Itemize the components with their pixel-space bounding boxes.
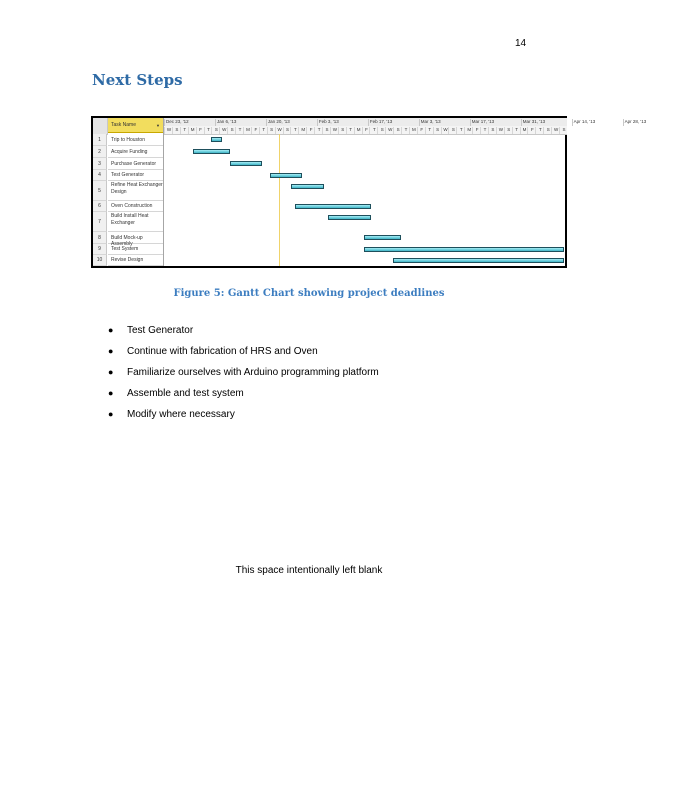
day-label: T (180, 127, 189, 134)
today-line (279, 134, 280, 266)
week-label: Mar 17, '13 (470, 119, 521, 126)
day-label: T (535, 127, 544, 134)
list-item-text: Familiarize ourselves with Arduino programming platform (127, 367, 379, 378)
task-index: 2 (93, 146, 107, 158)
day-label: T (314, 127, 323, 134)
day-label: T (401, 127, 410, 134)
day-label: T (456, 127, 465, 134)
day-label: S (322, 127, 331, 134)
day-label: T (425, 127, 434, 134)
day-label: S (393, 127, 402, 134)
day-label: F (251, 127, 260, 134)
day-label: W (330, 127, 339, 134)
day-label: S (543, 127, 552, 134)
list-item-text: Assemble and test system (127, 388, 244, 399)
figure-caption: Figure 5: Gantt Chart showing project deadlines (173, 288, 445, 299)
day-label: T (204, 127, 213, 134)
task-name[interactable]: Acquire Funding (108, 146, 163, 158)
day-label: S (377, 127, 386, 134)
gantt-bar[interactable] (328, 215, 372, 220)
week-label: Dec 23, '12 (164, 119, 215, 126)
bullet-icon: ● (108, 388, 114, 398)
day-label: M (409, 127, 418, 134)
list-item-text: Modify where necessary (127, 409, 235, 420)
day-label: F (472, 127, 481, 134)
task-index: 5 (93, 181, 107, 201)
gantt-bar[interactable] (230, 161, 263, 166)
task-index: 7 (93, 212, 107, 232)
day-label: W (551, 127, 560, 134)
task-name[interactable]: Trip to Houston (108, 134, 163, 146)
week-label: Apr 14, '13 (572, 119, 623, 126)
day-label: S (227, 127, 236, 134)
bullet-icon: ● (108, 325, 114, 335)
day-label: S (559, 127, 568, 134)
gantt-timeline (164, 118, 647, 266)
week-label: Mar 31, '13 (521, 119, 572, 126)
task-index: 6 (93, 201, 107, 212)
task-name[interactable]: Build Mock-up Assembly (108, 232, 163, 244)
day-header-row (164, 126, 567, 135)
day-label: T (480, 127, 489, 134)
task-index: 1 (93, 134, 107, 146)
task-index: 9 (93, 244, 107, 255)
week-label: Feb 3, '13 (317, 119, 368, 126)
week-label: Mar 3, '13 (419, 119, 470, 126)
day-label: S (504, 127, 513, 134)
task-list-column (93, 118, 164, 266)
gantt-bar[interactable] (364, 247, 564, 252)
bullet-icon: ● (108, 367, 114, 377)
gantt-bar[interactable] (291, 184, 324, 189)
gantt-bar[interactable] (393, 258, 564, 263)
day-label: W (496, 127, 505, 134)
task-name-header-label: Task Name (111, 122, 137, 128)
day-label: W (219, 127, 228, 134)
day-label: W (275, 127, 284, 134)
day-label: M (298, 127, 307, 134)
dropdown-arrow-icon[interactable]: ▼ (156, 123, 160, 128)
gantt-bar[interactable] (364, 235, 400, 240)
bullet-icon: ● (108, 346, 114, 356)
day-label: M (520, 127, 529, 134)
day-label: M (354, 127, 363, 134)
task-name[interactable]: Test Generator (108, 170, 163, 181)
gantt-bar[interactable] (211, 137, 222, 142)
day-label: F (362, 127, 371, 134)
day-label: F (527, 127, 536, 134)
task-name-header[interactable] (108, 118, 163, 133)
day-label: S (433, 127, 442, 134)
day-label: S (338, 127, 347, 134)
gantt-bar[interactable] (193, 149, 229, 154)
section-heading: Next Steps (92, 71, 183, 89)
task-name[interactable]: Oven Construction (108, 201, 163, 212)
list-item-text: Test Generator (127, 325, 194, 336)
task-name[interactable]: Test System (108, 244, 163, 255)
gantt-bar[interactable] (270, 173, 303, 178)
task-name[interactable]: Revise Design (108, 255, 163, 266)
week-label: Apr 28, '13 (623, 119, 674, 126)
task-index: 8 (93, 232, 107, 244)
task-name[interactable]: Purchase Generator (108, 158, 163, 170)
day-label: F (196, 127, 205, 134)
day-label: S (211, 127, 220, 134)
bullet-icon: ● (108, 409, 114, 419)
task-index: 3 (93, 158, 107, 170)
week-label: Jan 20, '13 (266, 119, 317, 126)
gantt-chart (91, 116, 647, 268)
task-index: 10 (93, 255, 107, 266)
day-label: F (417, 127, 426, 134)
task-name[interactable]: Build Install Heat Exchanger (108, 212, 163, 232)
day-label: T (235, 127, 244, 134)
week-label: Jan 6, '13 (215, 119, 266, 126)
day-label: T (259, 127, 268, 134)
day-label: W (385, 127, 394, 134)
day-label: S (448, 127, 457, 134)
page-number: 14 (515, 38, 527, 49)
day-label: W (441, 127, 450, 134)
task-name[interactable]: Refine Heat Exchanger Design (108, 181, 163, 201)
day-label: M (464, 127, 473, 134)
day-label: S (488, 127, 497, 134)
day-label: T (290, 127, 299, 134)
day-label: M (243, 127, 252, 134)
day-label: S (283, 127, 292, 134)
day-label: T (369, 127, 378, 134)
day-label: W (164, 127, 173, 134)
day-label: S (267, 127, 276, 134)
day-label: S (172, 127, 181, 134)
list-item-text: Continue with fabrication of HRS and Oven (127, 346, 318, 357)
day-label: T (512, 127, 521, 134)
task-index: 4 (93, 170, 107, 181)
day-label: F (306, 127, 315, 134)
day-label: T (346, 127, 355, 134)
gantt-bar[interactable] (295, 204, 371, 209)
day-label: M (188, 127, 197, 134)
blank-space-note: This space intentionally left blank (235, 565, 383, 576)
task-index-header (93, 118, 108, 135)
week-label: Feb 17, '13 (368, 119, 419, 126)
